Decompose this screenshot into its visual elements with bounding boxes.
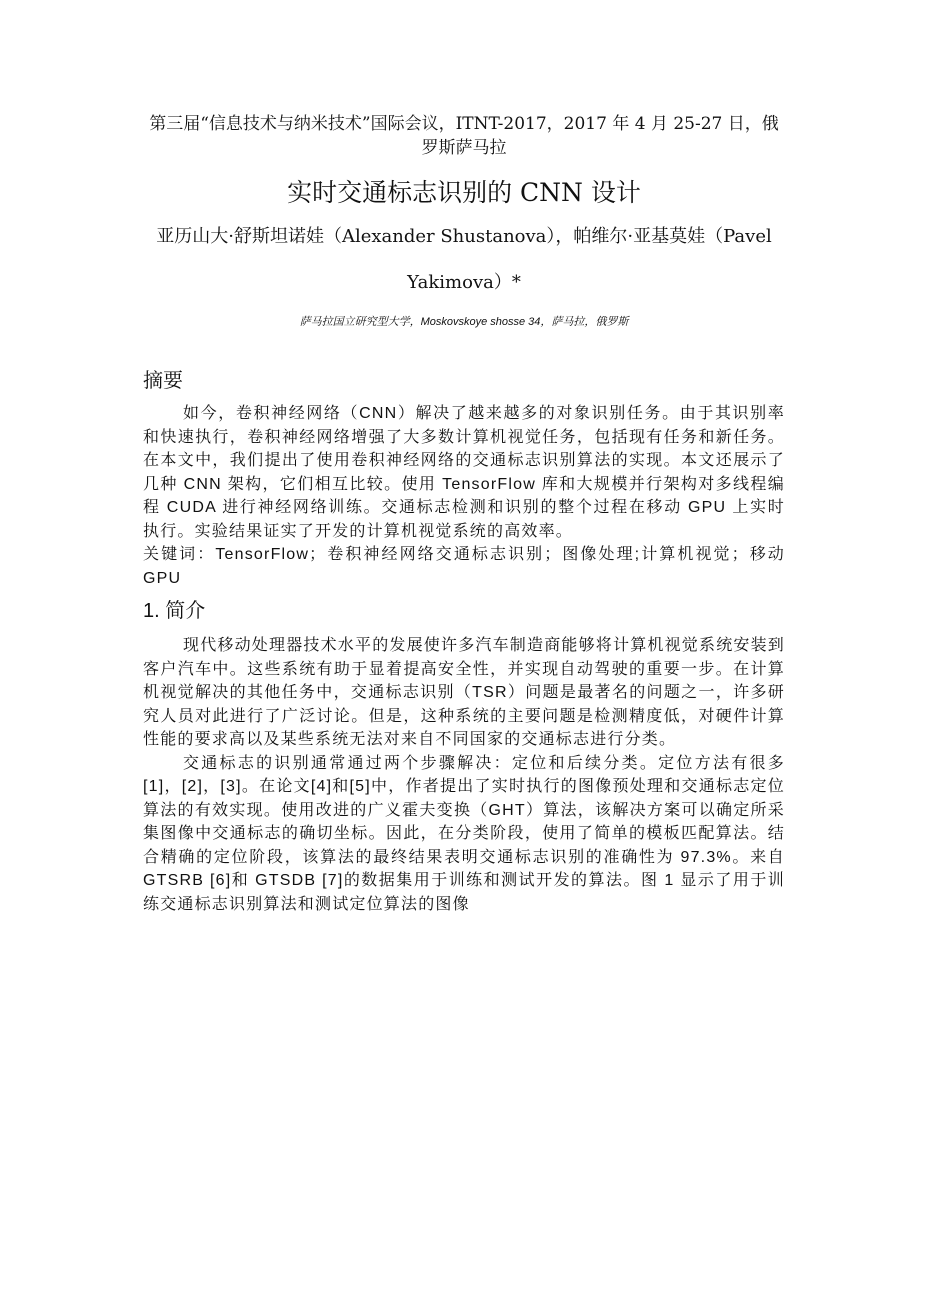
keywords: 关键词：TensorFlow；卷积神经网络交通标志识别；图像处理;计算机视觉；移动 GPU <box>143 546 785 587</box>
abstract-heading: 摘要 <box>143 370 183 392</box>
paper-title: 实时交通标志识别的 CNN 设计 <box>287 178 641 207</box>
intro-paragraph-2: 交通标志的识别通常通过两个步骤解决：定位和后续分类。定位方法有很多[1]，[2]，[3]。在论文[4]和[5]中，作者提出了实时执行的图像预处理和交通标志定位算法的有效实现。使用改进的广义霍夫变换（GHT）算法，该解决方案可以确定所采集图像中交通标志的确切坐标。因此，在分类阶段，使用了简单的模板匹配算法。结合精确的定位阶段，该算法的最终结果表明交通标志识别的准确性为 97.3%。来自 GTSRB [6]和 GTSDB [7]的数据集用于训练和测试开发的算法。图 1 显示了用于训练交通标志识别算法和测试定位算法的图像 <box>143 754 785 913</box>
section-heading-introduction: 1. 简介 <box>143 600 206 622</box>
conference-header: 第三届“信息技术与纳米技术”国际会议，ITNT-2017，2017 年 4 月 25-27 日，俄罗斯萨马拉 <box>149 114 779 158</box>
intro-paragraph-1: 现代移动处理器技术水平的发展使许多汽车制造商能够将计算机视觉系统安装到客户汽车中。这些系统有助于显着提高安全性，并实现自动驾驶的重要一步。在计算机视觉解决的其他任务中，交通标志识别（TSR）问题是最著名的问题之一，许多研究人员对此进行了广泛讨论。但是，这种系统的主要问题是检测精度低，对硬件计算性能的要求高以及某些系统无法对来自不同国家的交通标志进行分类。 <box>143 637 786 748</box>
affiliation: 萨马拉国立研究型大学，Moskovskoye shosse 34，萨马拉，俄罗斯 <box>299 316 629 328</box>
paper-page <box>143 112 785 916</box>
abstract-body: 如今，卷积神经网络（CNN）解决了越来越多的对象识别任务。由于其识别率和快速执行，卷积神经网络增强了大多数计算机视觉任务，包括现有任务和新任务。在本文中，我们提出了使用卷积神经网络的交通标志识别算法的实现。本文还展示了几种 CNN 架构，它们相互比较。使用 TensorFlow 库和大规模并行架构对多线程编程 CUDA 进行神经网络训练。交通标志检测和识别的整个过程在移动 GPU 上实时执行。实验结果证实了开发的计算机视觉系统的高效率。 <box>143 405 785 540</box>
author-list: 亚历山大·舒斯坦诺娃（Alexander Shustanova），帕维尔·亚基莫娃（Pavel Yakimova）* <box>156 226 772 293</box>
